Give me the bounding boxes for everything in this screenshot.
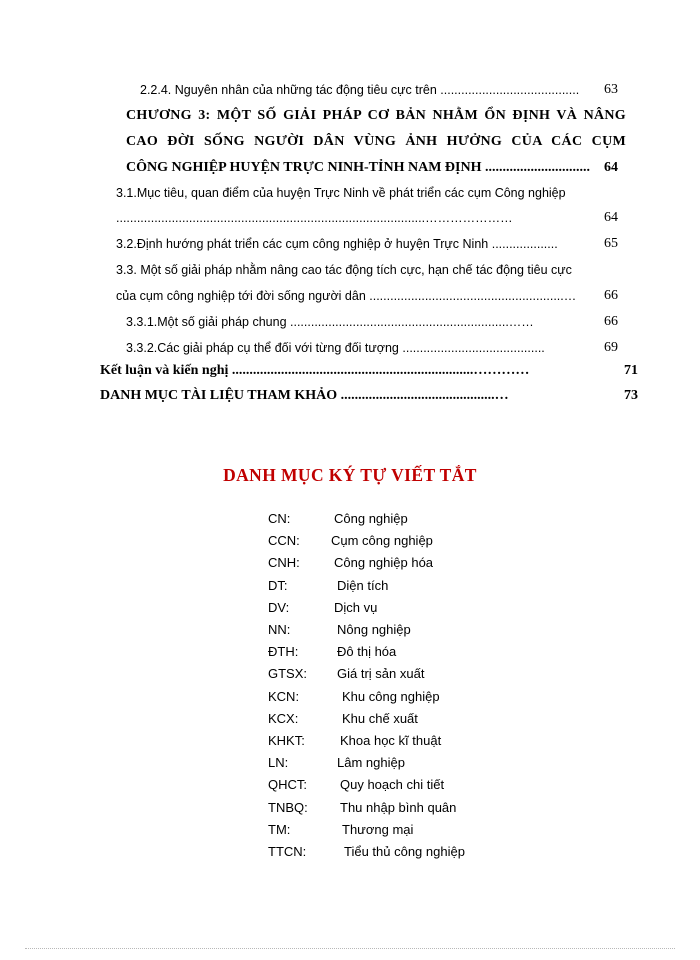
abbreviation-meaning: Khoa học kĩ thuật: [340, 733, 442, 748]
toc-entry-3-2[interactable]: [116, 235, 558, 253]
toc-page-number: 64: [604, 210, 618, 225]
toc-entry-3-3-2[interactable]: [126, 339, 545, 357]
abbreviation-code: CN:: [268, 511, 291, 526]
toc-entry-3-3-1[interactable]: [126, 313, 534, 331]
toc-chapter-3-line-1[interactable]: CHƯƠNG 3: MỘT SỐ GIẢI PHÁP CƠ BẢN NHẰM ỔN ĐỊNH VÀ NÂNG: [126, 108, 626, 123]
abbreviation-meaning: Thu nhập bình quân: [340, 799, 457, 815]
toc-entry-text: CÔNG NGHIỆP HUYỆN TRỰC NINH-TỈNH NAM ĐỊNH: [126, 160, 482, 175]
toc-entry-text: 2.2.4. Nguyên nhân của những tác động tiêu cực trên: [140, 83, 437, 97]
abbreviation-code: TTCN:: [268, 844, 307, 859]
abbreviation-code: ĐTH:: [268, 644, 299, 660]
abbreviation-code: KCX:: [268, 710, 299, 726]
abbreviation-code: CNH:: [268, 555, 300, 571]
page-bottom-divider: [25, 948, 675, 949]
toc-entry-text: 3.3.2.Các giải pháp cụ thể đối với từng đối tượng: [126, 341, 399, 355]
toc-leader-dots: ........................................: [440, 83, 580, 97]
abbreviation-meaning: Khu chế xuất: [342, 710, 418, 726]
toc-references[interactable]: [100, 387, 509, 405]
toc-entry-text: 3.3.1.Một số giải pháp chung: [126, 315, 287, 329]
toc-conclusion[interactable]: [100, 362, 529, 380]
toc-entry-3-3-cont[interactable]: [116, 287, 576, 305]
abbreviation-code: KCN:: [268, 688, 300, 704]
toc-leader-dots: .........................................: [402, 341, 545, 355]
abbreviation-code: DT:: [268, 577, 288, 593]
toc-leader-dots: ..............................: [484, 160, 590, 175]
toc-leader-dots: .....................................................................…………: [231, 363, 530, 378]
abbreviation-meaning: Quy hoạch chi tiết: [340, 777, 445, 793]
abbreviation-meaning: Công nghiệp: [334, 511, 408, 526]
toc-entry-3-1[interactable]: 3.1.Mục tiêu, quan điểm của huyện Trực Ninh về phát triển các cụm Công nghiệp: [116, 186, 566, 200]
toc-page-number: 65: [604, 236, 618, 251]
toc-chapter-3-line-3[interactable]: [126, 159, 590, 177]
abbreviation-meaning: Dịch vụ: [334, 599, 378, 615]
abbreviation-code: TNBQ:: [268, 799, 308, 815]
abbreviations-title: DANH MỤC KÝ TỰ VIẾT TẮT: [223, 465, 477, 485]
toc-page-number: 73: [624, 388, 638, 403]
toc-page-number: 66: [604, 288, 618, 303]
toc-page-number: 66: [604, 314, 618, 329]
toc-leader-dots: .........................................................................................…………………: [116, 211, 513, 225]
abbreviation-code: GTSX:: [268, 666, 308, 682]
toc-page-number: 64: [604, 160, 618, 175]
abbreviation-meaning: Thương mại: [342, 821, 414, 837]
toc-chapter-3-line-2[interactable]: CAO ĐỜI SỐNG NGƯỜI DÂN VÙNG ẢNH HƯỞNG CỦA CÁC CỤM: [126, 134, 626, 149]
abbreviation-code: QHCT:: [268, 777, 307, 793]
toc-leader-dots: ...................: [491, 237, 558, 251]
abbreviation-code: CCN:: [268, 533, 300, 549]
abbreviation-meaning: Lâm nghiệp: [337, 755, 405, 771]
abbreviation-meaning: Công nghiệp hóa: [334, 555, 434, 571]
toc-entry-text: 3.2.Định hướng phát triển các cụm công nghiệp ở huyện Trực Ninh: [116, 237, 489, 251]
toc-entry-text: Kết luận và kiến nghị: [100, 363, 229, 378]
abbreviation-code: LN:: [268, 755, 289, 771]
toc-entry-3-3[interactable]: 3.3. Một số giải pháp nhằm nâng cao tác động tích cực, hạn chế tác động tiêu cực: [116, 263, 572, 277]
toc-entry-text: của cụm công nghiệp tới đời sống người dân: [116, 289, 366, 303]
toc-entry-2-2-4[interactable]: [140, 81, 579, 99]
abbreviation-meaning: Giá trị sản xuất: [337, 666, 425, 682]
toc-page-number: 71: [624, 363, 638, 378]
toc-leader-dots: ............................................…: [340, 388, 509, 403]
abbreviation-meaning: Khu công nghiệp: [342, 688, 440, 704]
toc-page-number: 69: [604, 340, 618, 355]
abbreviation-meaning: Đô thị hóa: [337, 644, 397, 660]
abbreviation-meaning: Cụm công nghiệp: [331, 533, 433, 549]
toc-page-number: 63: [604, 82, 618, 97]
toc-leader-dots: ........................................................…: [369, 289, 577, 303]
abbreviation-code: KHKT:: [268, 733, 305, 748]
abbreviation-code: TM:: [268, 821, 291, 837]
abbreviation-code: NN:: [268, 622, 291, 637]
toc-leader-dots: ...............................................................……: [290, 315, 534, 329]
abbreviation-meaning: Nông nghiệp: [337, 622, 411, 637]
abbreviation-code: DV:: [268, 599, 290, 615]
abbreviation-meaning: Tiểu thủ công nghiệp: [344, 844, 465, 859]
toc-entry-text: DANH MỤC TÀI LIỆU THAM KHẢO: [100, 388, 338, 403]
abbreviation-meaning: Diện tích: [337, 577, 389, 593]
